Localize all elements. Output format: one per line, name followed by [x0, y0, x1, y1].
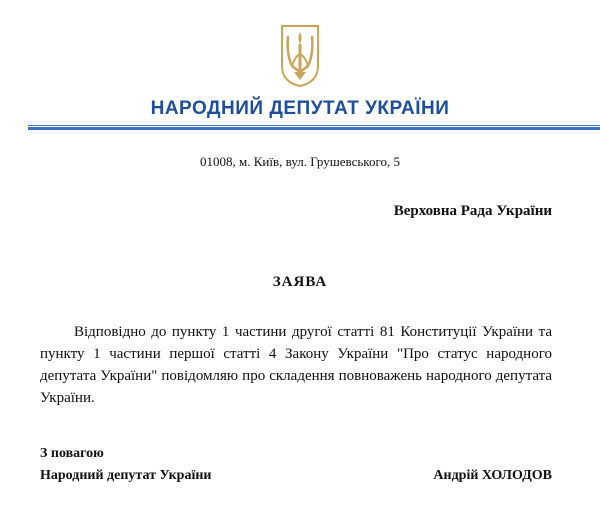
addressee: Верховна Рада України — [393, 203, 552, 219]
sender-address: 01008, м. Київ, вул. Грушевського, 5 — [200, 154, 400, 169]
trident-emblem-icon — [280, 24, 320, 88]
document-body: Відповідно до пункту 1 частини другої статті 81 Конституції України та пункту 1 частини першої статті 4 Закону України "Про статус народного депутата України" повідомляю про складення повноважень народного депутата України. — [40, 324, 552, 406]
signer-position: Народний депутат України — [40, 468, 212, 483]
signer-name: Андрій ХОЛОДОВ — [433, 468, 552, 483]
header-title: НАРОДНИЙ ДЕПУТАТ УКРАЇНИ — [150, 98, 450, 119]
header-divider — [28, 125, 600, 130]
closing-phrase: З повагою — [40, 446, 104, 461]
document-title: ЗАЯВА — [272, 274, 328, 290]
signature-block — [40, 443, 211, 487]
